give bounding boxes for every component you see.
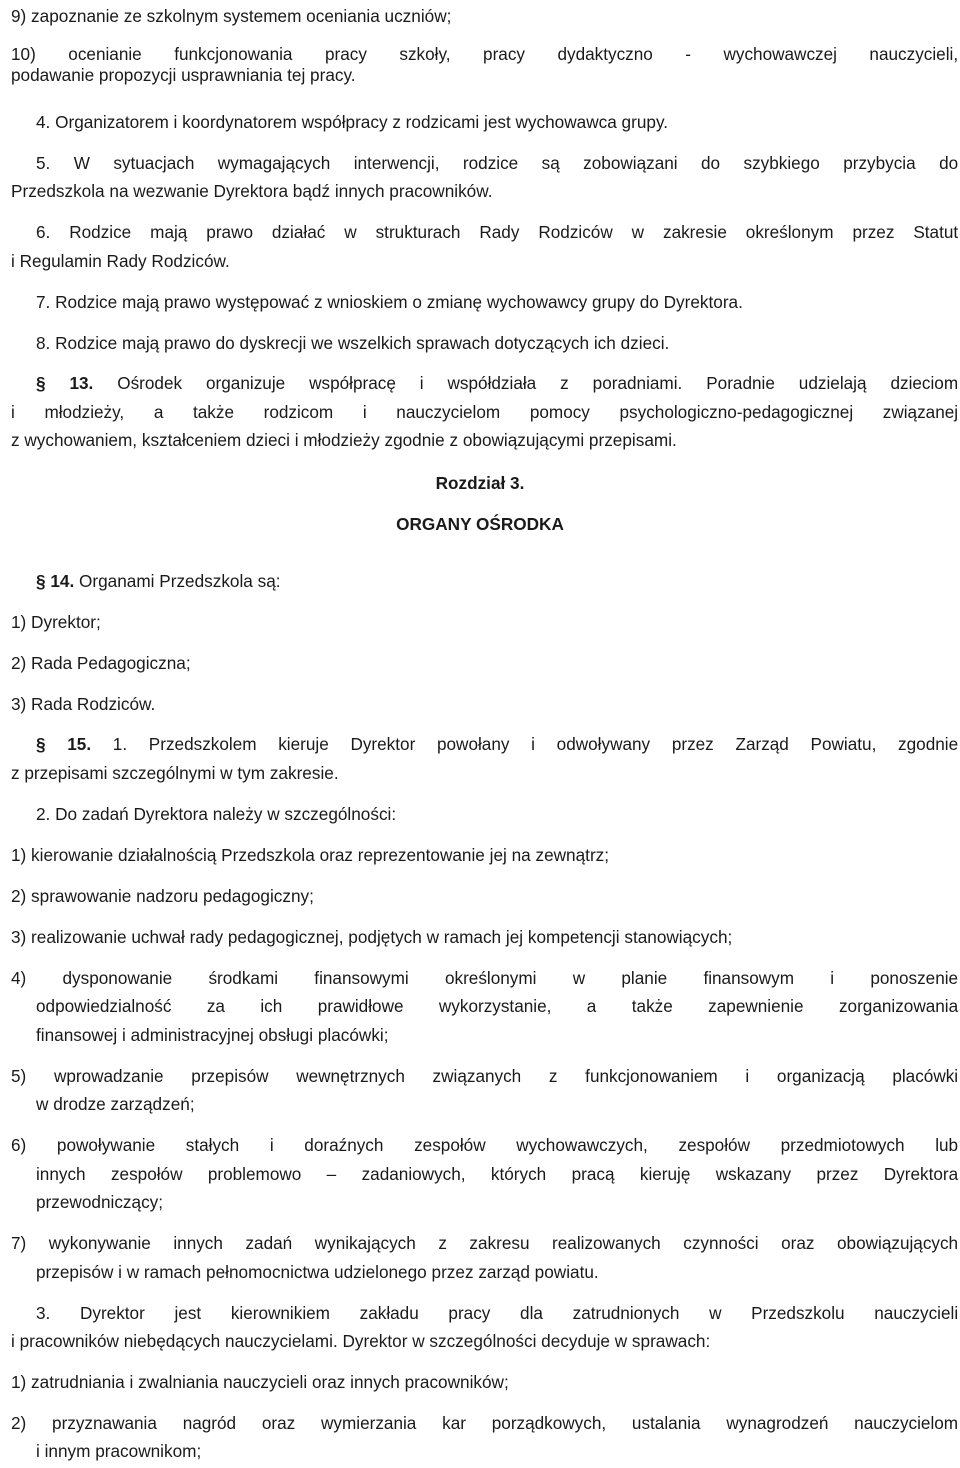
list-item-continuation: przepisów i w ramach pełnomocnictwa udzielonego przez zarząd powiatu.	[36, 1262, 599, 1282]
chapter-heading: Rozdział 3.	[435, 473, 525, 493]
list-item-continuation: finansowej i administracyjnej obsługi placówki;	[36, 1025, 389, 1045]
list-item: 3) Rada Rodziców.	[11, 694, 156, 714]
list-item-continuation: w drodze zarządzeń;	[36, 1094, 195, 1114]
list-item: 5) wprowadzanie przepisów wewnętrznych związanych z funkcjonowaniem i organizacją placówki	[11, 1066, 959, 1086]
paragraph-13-line	[36, 369, 958, 397]
paragraph-number: § 15.	[36, 734, 92, 754]
list-item: 2) Rada Pedagogiczna;	[11, 653, 191, 673]
list-item: 1) Dyrektor;	[11, 612, 101, 632]
list-item: 1) zatrudniania i zwalniania nauczycieli oraz innych pracowników;	[11, 1372, 509, 1392]
list-item: 6) powoływanie stałych i doraźnych zespołów wychowawczych, zespołów przedmiotowych lub	[11, 1135, 959, 1155]
text-line: i pracowników niebędących nauczycielami. Dyrektor w szczególności decyduje w sprawach:	[11, 1331, 711, 1351]
list-item-continuation: i innym pracownikom;	[36, 1441, 202, 1461]
text-line: Ośrodek organizuje współpracę i współdziała z poradniami. Poradnie udzielają dzieciom	[117, 373, 959, 393]
list-item-continuation: przewodniczący;	[36, 1192, 164, 1212]
paragraph-number: § 13.	[36, 373, 94, 393]
text-line: Organami Przedszkola są:	[79, 571, 281, 591]
text-line: 4. Organizatorem i koordynatorem współpracy z rodzicami jest wychowawca grupy.	[36, 112, 669, 132]
list-item-continuation: innych zespołów problemowo – zadaniowych, których pracą kieruję wskazany przez Dyrektora	[36, 1164, 959, 1184]
text-line: 9) zapoznanie ze szkolnym systemem oceniania uczniów;	[11, 6, 452, 26]
list-item: 1) kierowanie działalnością Przedszkola oraz reprezentowanie jej na zewnątrz;	[11, 845, 610, 865]
list-item: 3) realizowanie uchwał rady pedagogicznej, podjętych w ramach jej kompetencji stanowiących;	[11, 927, 733, 947]
text-line: Przedszkola na wezwanie Dyrektora bądź innych pracowników.	[11, 181, 493, 201]
text-line: z wychowaniem, kształceniem dzieci i młodzieży zgodnie z obowiązującymi przepisami.	[11, 430, 677, 450]
list-item: 2) sprawowanie nadzoru pedagogiczny;	[11, 886, 314, 906]
list-item: 2) przyznawania nagród oraz wymierzania kar porządkowych, ustalania wynagrodzeń nauczycielom	[11, 1413, 959, 1433]
text-line: 8. Rodzice mają prawo do dyskrecji we wszelkich sprawach dotyczących ich dzieci.	[36, 333, 670, 353]
list-item: 4) dysponowanie środkami finansowymi określonymi w planie finansowym i ponoszenie	[11, 968, 959, 988]
text-line: 5. W sytuacjach wymagających interwencji, rodzice są zobowiązani do szybkiego przybycia do	[36, 153, 959, 173]
text-line: 2. Do zadań Dyrektora należy w szczególności:	[36, 804, 397, 824]
paragraph-number: § 14.	[36, 571, 75, 591]
text-line: 3. Dyrektor jest kierownikiem zakładu pracy dla zatrudnionych w Przedszkolu nauczycieli	[36, 1303, 959, 1323]
text-line: podawanie propozycji usprawniania tej pracy.	[11, 65, 356, 85]
text-line: i młodzieży, a także rodzicom i nauczycielom pomocy psychologiczno-pedagogicznej związanej	[11, 402, 959, 422]
text-line: i Regulamin Rady Rodziców.	[11, 251, 230, 271]
paragraph-15-line	[36, 730, 958, 758]
text-line: 6. Rodzice mają prawo działać w strukturach Rady Rodziców w zakresie określonym przez Statut	[36, 222, 959, 242]
text-line: 1. Przedszkolem kieruje Dyrektor powołany i odwoływany przez Zarząd Powiatu, zgodnie	[112, 734, 959, 754]
list-item: 7) wykonywanie innych zadań wynikających z zakresu realizowanych czynności oraz obowiązujących	[11, 1233, 959, 1253]
text-line: 10) ocenianie funkcjonowania pracy szkoły, pracy dydaktyczno - wychowawczej nauczycieli,	[11, 44, 959, 64]
text-line: 7. Rodzice mają prawo występować z wnioskiem o zmianę wychowawcy grupy do Dyrektora.	[36, 292, 743, 312]
text-line: z przepisami szczególnymi w tym zakresie.	[11, 763, 339, 783]
paragraph-14-line	[36, 567, 281, 595]
chapter-title: ORGANY OŚRODKA	[396, 514, 564, 534]
list-item-continuation: odpowiedzialność za ich prawidłowe wykorzystanie, a także zapewnienie zorganizowania	[36, 996, 959, 1016]
